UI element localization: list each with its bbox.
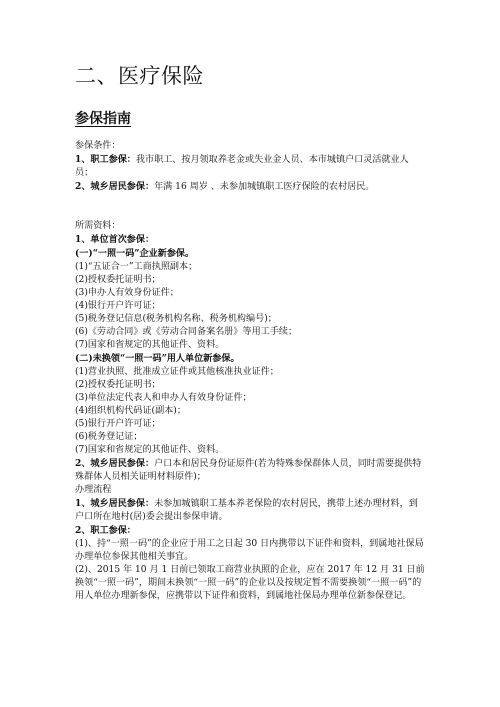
list-item: (2)授权委托证明书；: [75, 380, 161, 390]
list-item: (5)税务登记信息(税务机构名称、税务机构编号)；: [75, 314, 277, 324]
list-item: (4)银行开户许可证；: [75, 301, 161, 311]
page-title: 二、医疗保险: [75, 64, 204, 88]
condition-item-2: 2、城乡居民参保：年满 16 周岁 、未参加城镇职工医疗保险的农村居民。: [75, 181, 375, 192]
materials-subheading-1: 1、单位首次参保：: [75, 234, 155, 245]
list-item: (3)单位法定代表人和申办人有效身份证件；: [75, 393, 252, 403]
section-heading: 参保指南: [75, 111, 131, 127]
list-item: (4)组织机构代码证(副本)；: [75, 406, 186, 416]
document-body: [75, 140, 425, 603]
list-item: (7)国家和省规定的其他证件、资料。: [75, 340, 225, 350]
process-heading: 办理流程: [75, 485, 112, 495]
list-item: (1)营业执照、批准成立证件或其他核准执业证件；: [75, 367, 279, 377]
conditions-heading: 参保条件：: [75, 141, 121, 151]
materials-subheading-2: 2、城乡居民参保：户口本和居民身份证原件(若为特殊参保群体人员，同时需要提供特殊群体人员相关证明材料原件)；: [75, 458, 422, 482]
list-item: (5)银行开户许可证；: [75, 419, 161, 429]
group2-title: (二)未换领“一照一码”用人单位新参保。: [75, 353, 240, 364]
list-item: (1)“五证合一”工商执照副本；: [75, 262, 198, 272]
process-item-2-paragraph-1: (1)、持“一照一码”的企业应于用工之日起 30 日内携带以下证件和资料，到属地社保局办理单位参保其他相关事宜。: [75, 539, 424, 562]
process-item-1: 1、城乡居民参保：未参加城镇职工基本养老保险的农村居民，携带上述办理材料，到户口所在地村(居)委会提出参保申请。: [75, 498, 418, 522]
process-item-2-label: 2、职工参保：: [75, 525, 136, 536]
list-item: (7)国家和省规定的其他证件、资料。: [75, 445, 225, 455]
process-item-2-paragraph-2: (2)、2015 年 10 月 1 日前已领取工商营业执照的企业，应在 2017 年 12 月 31 日前换领“一照一码”，期间未换领“一照一码”的企业以及按规定暂不需要换领“一照一码”的用人单位办理新参保，应携带以下证件和资料，到属地社保局办理单位新参保登记。: [75, 565, 425, 601]
condition-item-1: 1、职工参保：我市职工、按月领取养老金或失业金人员、本市城镇户口灵活就业人员；: [75, 154, 409, 178]
list-item: (3)申办人有效身份证件；: [75, 288, 179, 298]
group1-title: (一)“一照一码”企业新参保。: [75, 248, 195, 259]
list-item: (2)授权委托证明书；: [75, 275, 161, 285]
list-item: (6)税务登记证；: [75, 432, 143, 442]
list-item: (6)《劳动合同》或《劳动合同备案名册》等用工手续；: [75, 327, 298, 337]
materials-heading: 所需资料：: [75, 221, 121, 231]
